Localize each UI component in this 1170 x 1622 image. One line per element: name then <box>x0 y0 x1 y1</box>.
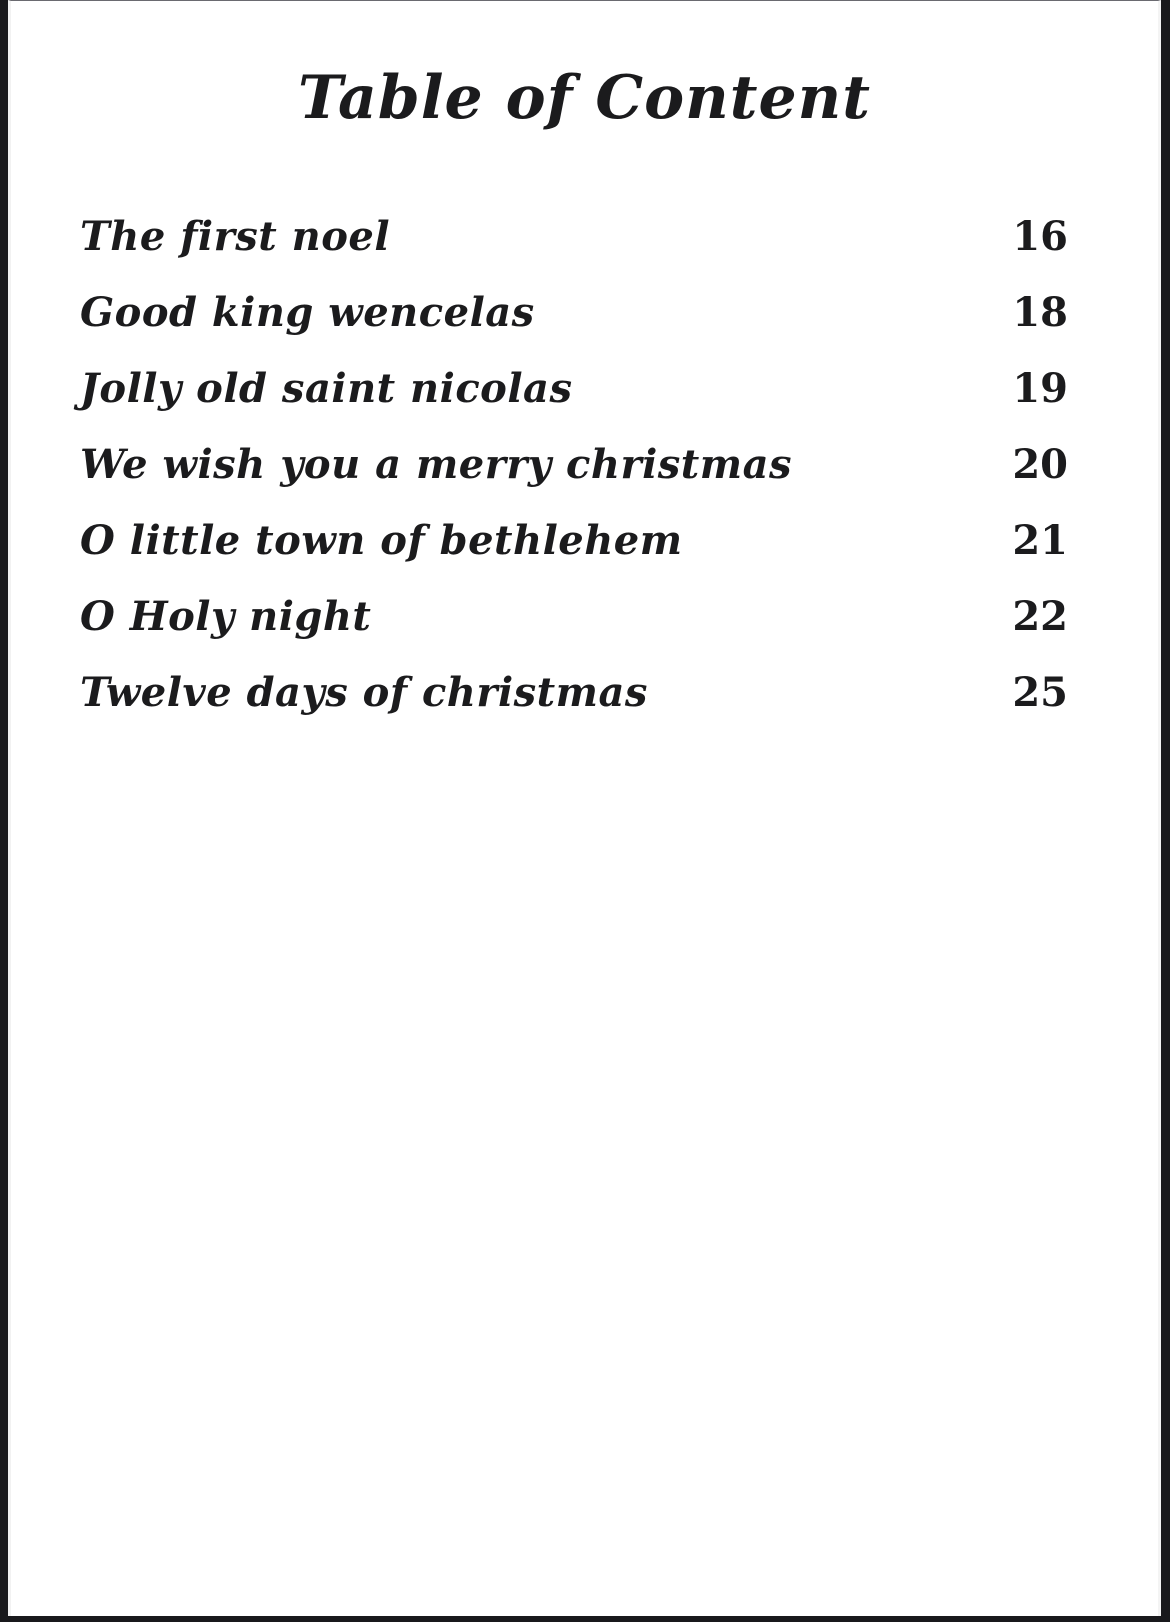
toc-entry-page-number: 21 <box>1012 516 1068 564</box>
toc-entry-row <box>80 578 1068 654</box>
toc-entry-page-number: 25 <box>1012 668 1068 716</box>
toc-entry-page-number: 18 <box>1012 288 1068 336</box>
toc-entry-title: O little town of bethlehem <box>80 516 683 564</box>
toc-entry-title: O Holy night <box>80 592 372 640</box>
toc-entry-row <box>80 274 1068 350</box>
toc-entry-title: Jolly old saint nicolas <box>80 364 573 412</box>
toc-entry-title: Twelve days of christmas <box>80 668 648 716</box>
table-of-contents-list <box>80 198 1068 730</box>
toc-entry-row <box>80 426 1068 502</box>
document-page <box>8 0 1161 1616</box>
page-title: Table of Content <box>298 63 871 133</box>
toc-entry-page-number: 22 <box>1012 592 1068 640</box>
toc-entry-title: Good king wencelas <box>80 288 535 336</box>
toc-entry-page-number: 19 <box>1012 364 1068 412</box>
toc-entry-row <box>80 502 1068 578</box>
toc-entry-row <box>80 198 1068 274</box>
toc-entry-title: We wish you a merry christmas <box>80 440 793 488</box>
toc-entry-row <box>80 654 1068 730</box>
toc-entry-row <box>80 350 1068 426</box>
toc-entry-title: The first noel <box>80 212 391 260</box>
toc-entry-page-number: 20 <box>1012 440 1068 488</box>
toc-entry-page-number: 16 <box>1012 212 1068 260</box>
